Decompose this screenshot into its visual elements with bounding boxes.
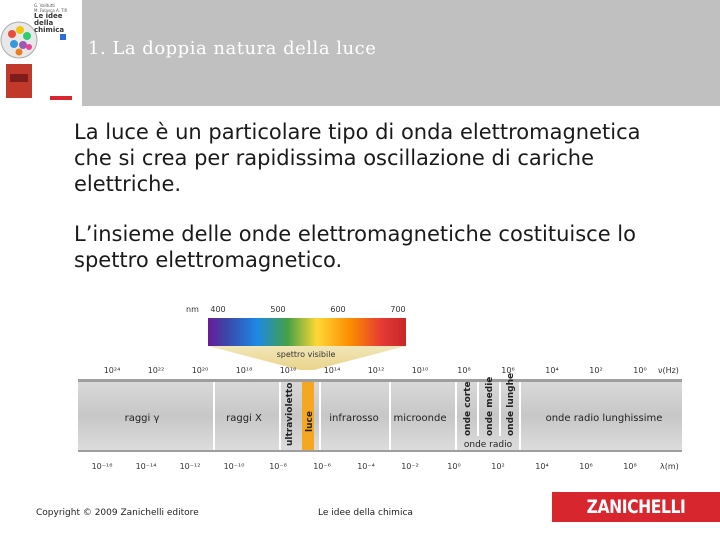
cover-author-2: M. Falasca A. Tifi bbox=[34, 8, 68, 13]
region-x-rays: raggi X bbox=[226, 413, 262, 424]
wavelength-tick-label: 10⁸ bbox=[623, 462, 637, 471]
wavelength-tick-label: 10⁻² bbox=[401, 462, 419, 471]
nm-tick-label: 500 bbox=[270, 305, 286, 314]
region-very-long-radio: onde radio lunghissime bbox=[545, 413, 663, 424]
wavelength-ticks bbox=[92, 462, 637, 471]
wavelength-tick-label: 10⁻⁸ bbox=[269, 462, 287, 471]
region-radio-waves: onde radio bbox=[463, 440, 513, 450]
region-gamma-rays: raggi γ bbox=[124, 413, 160, 424]
wavelength-tick-label: 10⁻¹⁴ bbox=[135, 462, 157, 471]
region-ultraviolet: ultravioletto bbox=[285, 382, 295, 446]
frequency-tick-label: 10¹⁶ bbox=[279, 366, 297, 375]
paragraph-spectrum-definition: L’insieme delle onde elettromagnetiche costituisce lo spettro elettromagnetico. bbox=[74, 222, 636, 272]
region-long-waves: onde lunghe bbox=[506, 372, 516, 436]
zanichelli-logo-text: ZANICHELLI bbox=[586, 496, 686, 518]
frequency-unit-label: ν(Hz) bbox=[658, 366, 679, 375]
cover-title-line-1: Le idee della bbox=[34, 12, 63, 27]
frequency-tick-label: 10¹² bbox=[367, 366, 385, 375]
book-cover bbox=[0, 0, 82, 106]
wavelength-tick-label: 10⁻¹⁶ bbox=[91, 462, 113, 471]
frequency-tick-label: 10⁰ bbox=[633, 366, 647, 375]
visible-spectrum-bar bbox=[208, 318, 406, 346]
frequency-tick-label: 10¹⁰ bbox=[411, 366, 429, 375]
paragraph-light-definition: La luce è un particolare tipo di onda elettromagnetica che si crea per rapidissima oscillazione di cariche elettriche. bbox=[74, 120, 641, 196]
wavelength-unit-label: λ(m) bbox=[660, 462, 679, 471]
nm-tick-label: 400 bbox=[210, 305, 226, 314]
visible-spectrum-label: spettro visibile bbox=[276, 350, 336, 359]
region-medium-waves: onde medie bbox=[485, 376, 495, 436]
frequency-tick-label: 10²⁰ bbox=[191, 366, 209, 375]
cover-title bbox=[34, 13, 82, 34]
footer-copyright: Copyright © 2009 Zanichelli editore bbox=[36, 508, 199, 518]
frequency-tick-label: 10⁶ bbox=[501, 366, 515, 375]
frequency-tick-label: 10¹⁴ bbox=[323, 366, 341, 375]
wavelength-tick-label: 10⁻¹² bbox=[179, 462, 201, 471]
wavelength-tick-label: 10⁶ bbox=[579, 462, 593, 471]
region-short-waves: onde corte bbox=[463, 381, 473, 436]
frequency-tick-label: 10² bbox=[589, 366, 603, 375]
band-bottom-edge bbox=[78, 450, 682, 452]
cover-publisher-logo bbox=[50, 96, 72, 100]
nm-tick-label: 700 bbox=[390, 305, 406, 314]
frequency-ticks bbox=[104, 366, 647, 375]
frequency-tick-label: 10⁴ bbox=[545, 366, 559, 375]
region-infrared: infrarosso bbox=[329, 413, 379, 424]
wavelength-tick-label: 10⁴ bbox=[535, 462, 549, 471]
footer-book-title: Le idee della chimica bbox=[318, 508, 413, 518]
region-light: luce bbox=[305, 411, 315, 432]
wavelength-tick-label: 10⁻⁶ bbox=[313, 462, 331, 471]
region-microwaves: microonde bbox=[393, 413, 447, 424]
nm-unit-label: nm bbox=[186, 305, 199, 314]
band-top-edge bbox=[78, 379, 682, 382]
wavelength-tick-label: 10² bbox=[491, 462, 505, 471]
nm-tick-label: 600 bbox=[330, 305, 346, 314]
cover-title-line-2: chimica bbox=[34, 26, 65, 34]
frequency-tick-label: 10⁸ bbox=[457, 366, 471, 375]
wavelength-tick-label: 10⁻⁴ bbox=[357, 462, 375, 471]
wavelength-tick-label: 10⁰ bbox=[447, 462, 461, 471]
frequency-tick-label: 10²² bbox=[147, 366, 165, 375]
frequency-tick-label: 10²⁴ bbox=[103, 366, 121, 375]
cover-author-1: G. Valitutti bbox=[34, 3, 56, 8]
slide-title: 1. La doppia natura della luce bbox=[88, 38, 377, 59]
frequency-tick-label: 10¹⁸ bbox=[235, 366, 253, 375]
zanichelli-logo bbox=[552, 492, 720, 522]
wavelength-tick-label: 10⁻¹⁰ bbox=[223, 462, 245, 471]
electromagnetic-spectrum-figure bbox=[74, 296, 686, 476]
nm-ticks bbox=[210, 305, 405, 314]
